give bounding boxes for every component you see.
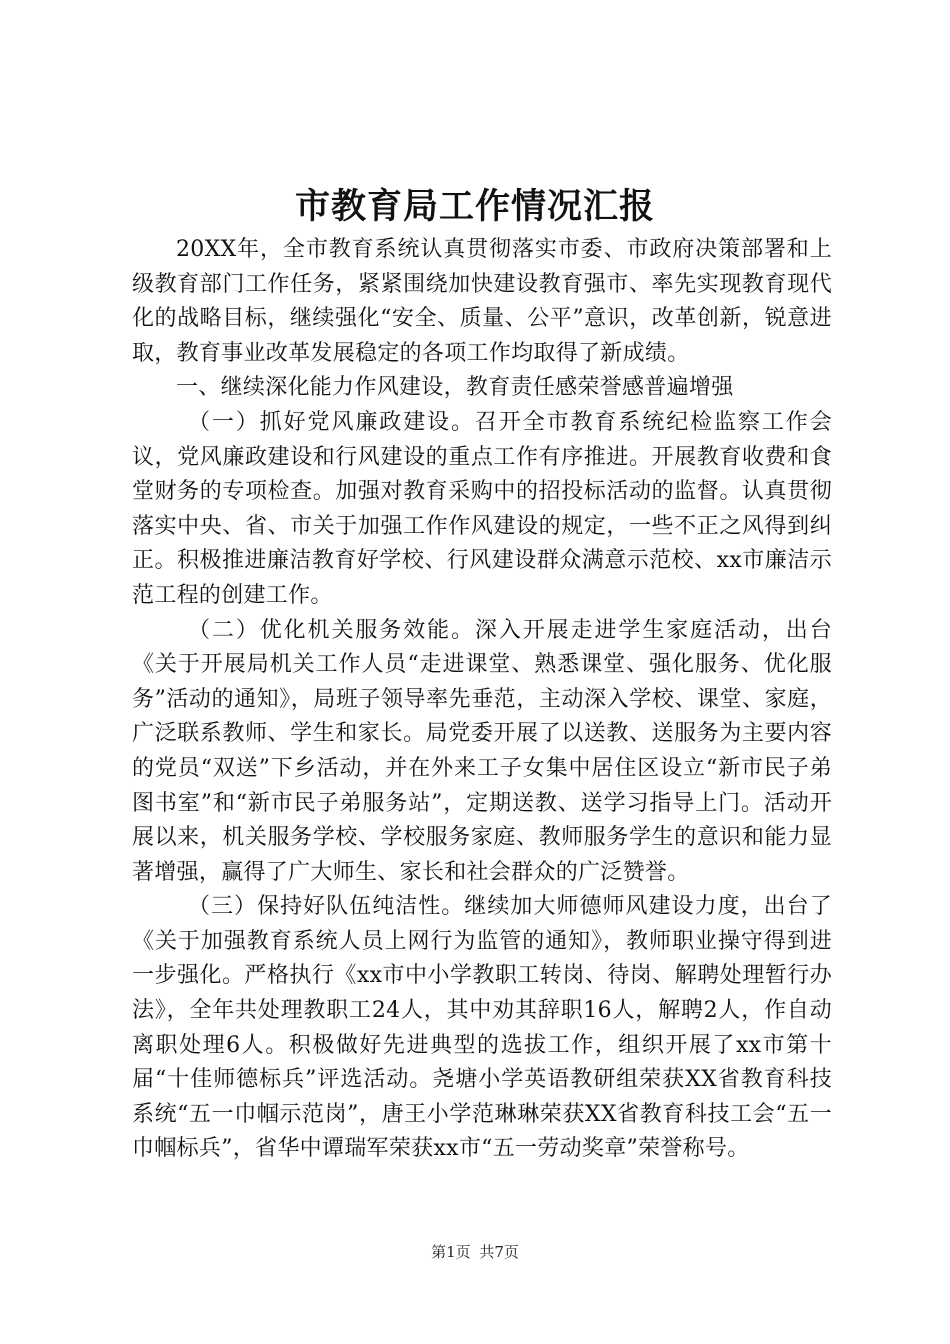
document-body	[132, 233, 832, 1167]
subsection-paragraph-1: （一）抓好党风廉政建设。召开全市教育系统纪检监察工作会议，党风廉政建设和行风建设的重点工作有序推进。开展教育收费和食堂财务的专项检查。加强对教育采购中的招投标活动的监督。认真贯彻落实中央、省、市关于加强工作作风建设的规定，一些不正之风得到纠正。积极推进廉洁教育好学校、行风建设群众满意示范校、xx市廉洁示范工程的创建工作。	[132, 409, 832, 608]
intro-paragraph: 20XX年，全市教育系统认真贯彻落实市委、市政府决策部署和上级教育部门工作任务，紧紧围绕加快建设教育强市、率先实现教育现代化的战略目标，继续强化“安全、质量、公平”意识，改革创新，锐意进取，教育事业改革发展稳定的各项工作均取得了新成绩。	[132, 237, 832, 366]
section-heading: 一、继续深化能力作风建设，教育责任感荣誉感普遍增强	[176, 375, 734, 401]
page-number: 第1页	[431, 1243, 471, 1261]
page-footer	[0, 1242, 950, 1262]
subsection-paragraph-2: （二）优化机关服务效能。深入开展走进学生家庭活动，出台《关于开展局机关工作人员“走进课堂、熟悉课堂、强化服务、优化服务”活动的通知》，局班子领导率先垂范，主动深入学校、课堂、家庭，广泛联系教师、学生和家长。局党委开展了以送教、送服务为主要内容的党员“双送”下乡活动，并在外来工子女集中居住区设立“新市民子弟图书室”和“新市民子弟服务站”，定期送教、送学习指导上门。活动开展以来，机关服务学校、学校服务家庭、教师服务学生的意识和能力显著增强，赢得了广大师生、家长和社会群众的广泛赞誉。	[132, 617, 832, 885]
subsection-paragraph-3: （三）保持好队伍纯洁性。继续加大师德师风建设力度，出台了《关于加强教育系统人员上网行为监管的通知》，教师职业操守得到进一步强化。严格执行《xx市中小学教职工转岗、待岗、解聘处理暂行办法》，全年共处理教职工24人，其中劝其辞职16人，解聘2人，作自动离职处理6人。积极做好先进典型的选拔工作，组织开展了xx市第十届“十佳师德标兵”评选活动。尧塘小学英语教研组荣获XX省教育科技系统“五一巾帼示范岗”，唐王小学范琳琳荣获XX省教育科技工会“五一巾帼标兵”，省华中谭瑞军荣获xx市“五一劳动奖章”荣誉称号。	[132, 894, 832, 1162]
page-total: 共7页	[479, 1243, 519, 1261]
document-title: 市教育局工作情况汇报	[294, 187, 655, 227]
